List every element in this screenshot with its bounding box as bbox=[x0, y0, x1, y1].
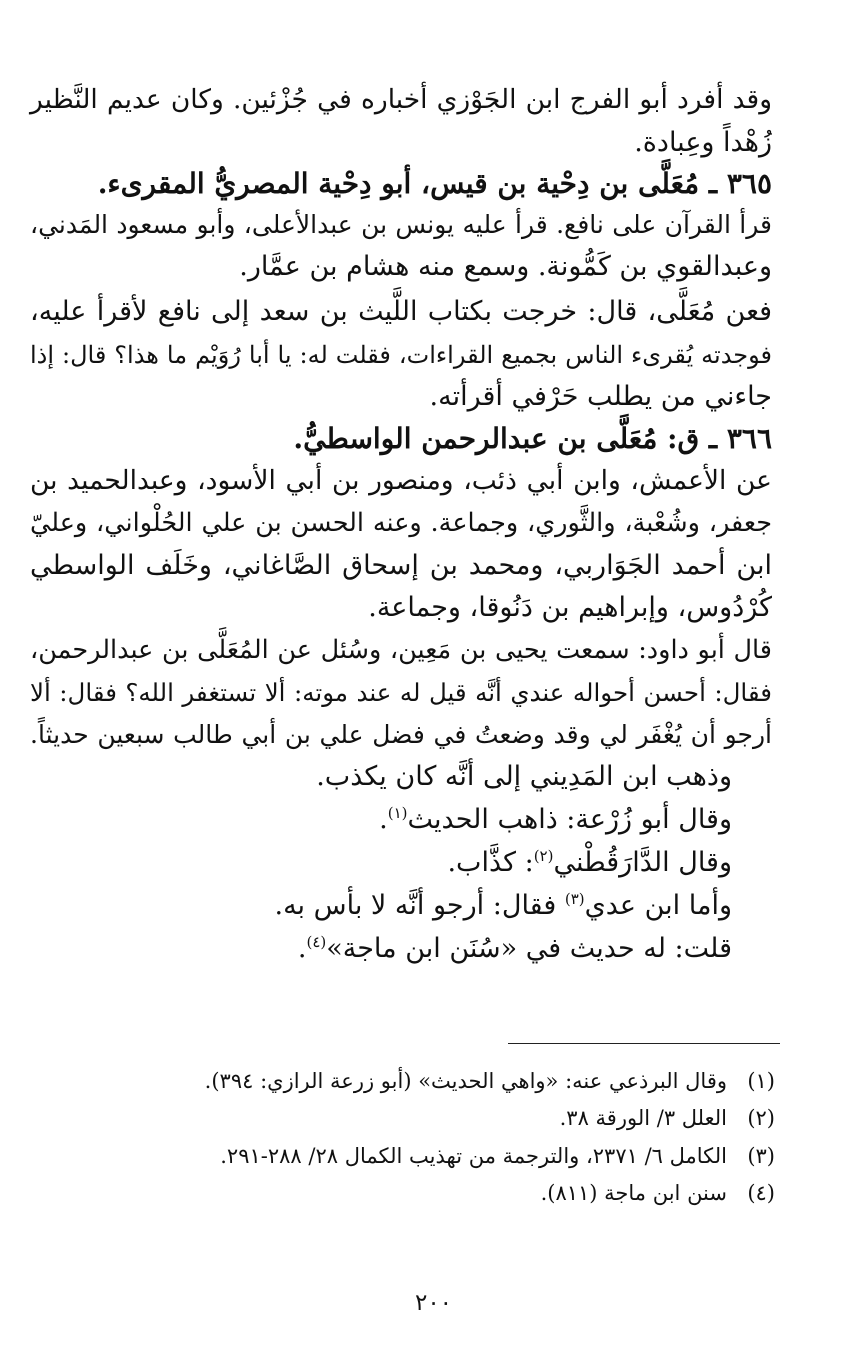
body-line: وقد أفرد أبو الفرج ابن الجَوْزي أخباره في جُزْئين. وكان عديم النَّظير bbox=[30, 84, 772, 115]
footnote-number: (٣) bbox=[747, 1144, 775, 1168]
body-line: فعن مُعَلَّى، قال: خرجت بكتاب اللَّيث بن سعد إلى نافع لأقرأ عليه، bbox=[30, 296, 772, 327]
body-line: جاءني من يطلب حَرْفي أقرأته. bbox=[429, 381, 772, 412]
footnote-marker: (٣) bbox=[564, 890, 585, 908]
body-line: عن الأعمش، وابن أبي ذئب، ومنصور بن أبي الأسود، وعبدالحميد بن bbox=[30, 465, 772, 496]
body-line: زُهْداً وعِبادة. bbox=[634, 127, 772, 158]
body-line: قرأ القرآن على نافع. قرأ عليه يونس بن عبدالأعلى، وأبو مسعود المَدني، bbox=[30, 210, 772, 239]
footnote-marker: (٢) bbox=[533, 847, 554, 865]
footnote-text: وقال البرذعي عنه: «واهي الحديث» (أبو زرعة الرازي: ٣٩٤). bbox=[204, 1069, 727, 1093]
body-line: فوجدته يُقرىء الناس بجميع القراءات، فقلت له: يا أبا رُوَيْم ما هذا؟ قال: إذا bbox=[30, 341, 772, 369]
footnote-text: الكامل ٦/ ٢٣٧١، والترجمة من تهذيب الكمال ٢٨/ ٢٨٨-٢٩١. bbox=[220, 1144, 727, 1168]
line-text: فقال: أرجو أنَّه لا بأس به. bbox=[274, 890, 565, 921]
footnote-marker: (١) bbox=[387, 804, 408, 822]
footnote-separator bbox=[508, 1043, 780, 1044]
body-line-footnote-4 bbox=[30, 929, 732, 969]
body-line: وذهب ابن المَدِيني إلى أنَّه كان يكذب. bbox=[316, 761, 732, 792]
page-number: ٢٠٠ bbox=[414, 1290, 453, 1316]
line-text: . bbox=[297, 933, 307, 964]
footnote-number: (٢) bbox=[747, 1106, 775, 1130]
body-line: كُرْدُوس، وإبراهيم بن دَنُوقا، وجماعة. bbox=[368, 592, 772, 623]
line-text: وقال الدَّارَقُطْني bbox=[553, 847, 732, 878]
body-line: جعفر، وشُعْبة، والثَّوري، وجماعة. وعنه الحسن بن علي الحُلْواني، وعليّ bbox=[30, 508, 772, 538]
entry-heading-365: ٣٦٥ ـ مُعَلَّى بن دِحْية بن قيس، أبو دِحْية المصريُّ المقرىء. bbox=[97, 167, 772, 200]
body-line: قال أبو داود: سمعت يحيى بن مَعِين، وسُئل عن المُعَلَّى بن عبدالرحمن، bbox=[30, 635, 772, 665]
footnote-number: (١) bbox=[747, 1069, 775, 1093]
body-line: فقال: أحسن أحواله عندي أنَّه قيل له عند موته: ألا تستغفر الله؟ فقال: ألا bbox=[30, 678, 772, 707]
line-text: : كذَّاب. bbox=[447, 847, 534, 878]
footnote-text: العلل ٣/ الورقة ٣٨. bbox=[559, 1106, 727, 1130]
body-line: ابن أحمد الجَوَاربي، ومحمد بن إسحاق الصَّاغاني، وخَلَف الواسطي bbox=[30, 550, 772, 581]
line-text: . bbox=[379, 804, 388, 835]
body-line-footnote-3 bbox=[30, 886, 732, 926]
footnote-text: سنن ابن ماجة (٨١١). bbox=[540, 1181, 727, 1205]
body-line-footnote-1 bbox=[30, 800, 732, 840]
line-text: وقال أبو زُرْعة: ذاهب الحديث bbox=[407, 804, 732, 835]
footnote-marker: (٤) bbox=[306, 933, 327, 951]
line-text: وأما ابن عدي bbox=[584, 890, 732, 921]
body-line: وعبدالقوي بن كَمُّونة. وسمع منه هشام بن عمَّار. bbox=[239, 251, 772, 282]
line-text: قلت: له حديث في «سُنَن ابن ماجة» bbox=[326, 933, 732, 964]
footnote-number: (٤) bbox=[747, 1181, 775, 1205]
body-line: أرجو أن يُغْفَر لي وقد وضعتُ في فضل علي بن أبي طالب سبعين حديثاً. bbox=[30, 720, 772, 749]
body-line-footnote-2 bbox=[30, 843, 732, 883]
entry-heading-366: ٣٦٦ ـ ق: مُعَلَّى بن عبدالرحمن الواسطيُّ. bbox=[293, 422, 772, 455]
